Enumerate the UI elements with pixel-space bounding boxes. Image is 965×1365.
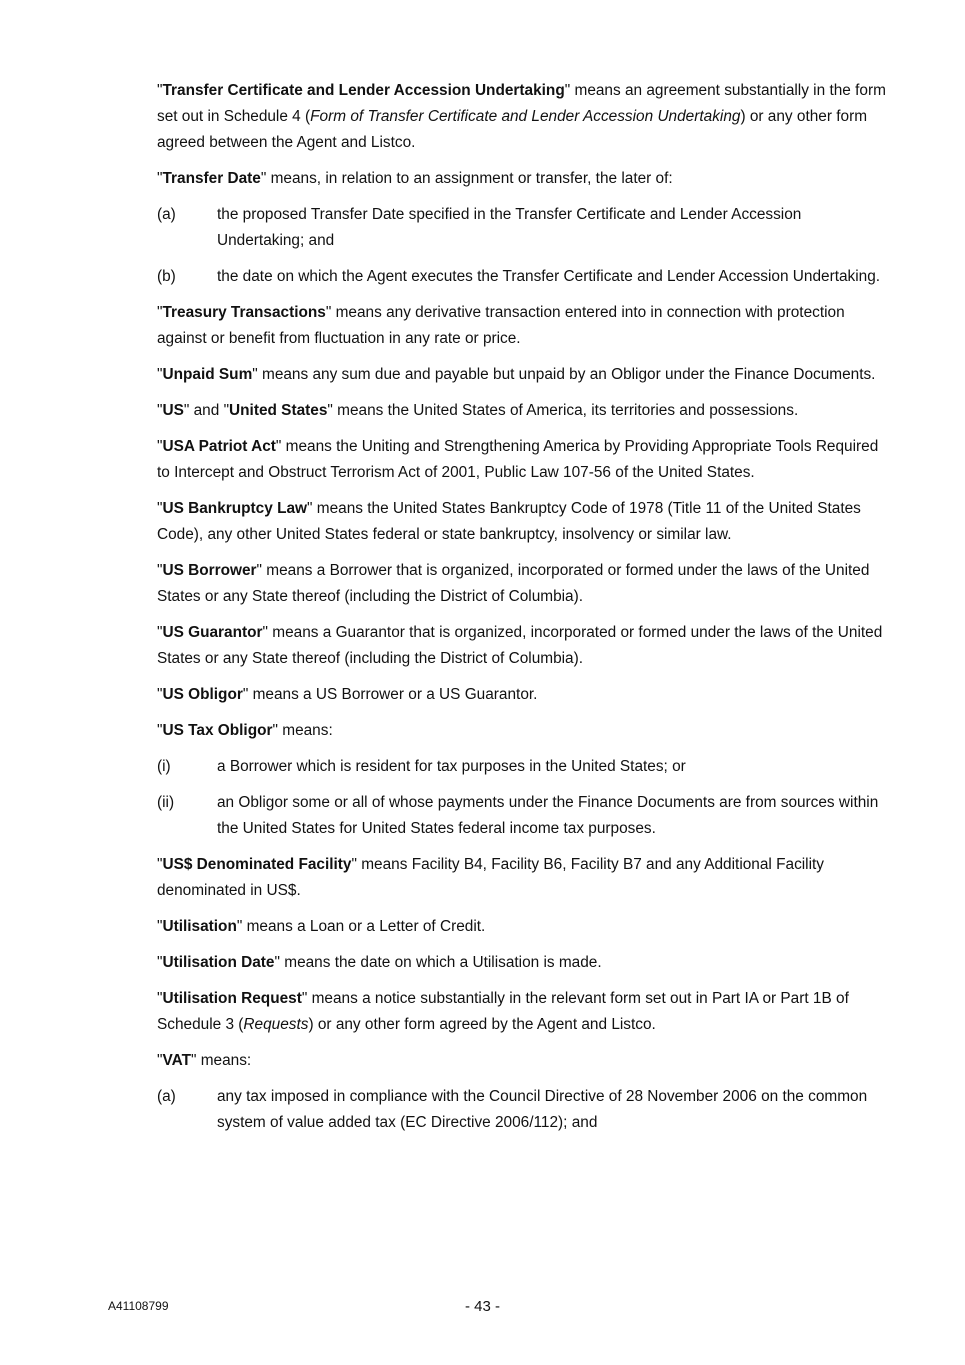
list-item: (i) a Borrower which is resident for tax purposes in the United States; or bbox=[157, 758, 686, 775]
definition-transfer-date: "Transfer Date" means, in relation to an assignment or transfer, the later of: bbox=[157, 170, 673, 187]
definition-us-obligor: "US Obligor" means a US Borrower or a US Guarantor. bbox=[157, 686, 538, 703]
definition-us-guarantor: "US Guarantor" means a Guarantor that is organized, incorporated or formed under the laws of the United States or any State thereof (including the District of Columbia). bbox=[157, 624, 883, 667]
definition-us-bankruptcy-law: "US Bankruptcy Law" means the United States Bankruptcy Code of 1978 (Title 11 of the United States Code), any other United States federal or state bankruptcy, insolvency or similar law. bbox=[157, 500, 861, 543]
document-body bbox=[157, 78, 887, 1146]
definition-vat: "VAT" means: bbox=[157, 1052, 252, 1069]
page-number: - 43 - bbox=[464, 1298, 500, 1315]
definition-treasury-transactions: "Treasury Transactions" means any derivative transaction entered into in connection with protection against or benefit from fluctuation in any rate or price. bbox=[157, 304, 845, 347]
list-item: (ii) an Obligor some or all of whose payments under the Finance Documents are from sources within the United States for United States federal income tax purposes. bbox=[157, 794, 879, 837]
list-item: (b) the date on which the Agent executes the Transfer Certificate and Lender Accession Undertaking. bbox=[157, 268, 881, 285]
definition-us-tax-obligor: "US Tax Obligor" means: bbox=[157, 722, 333, 739]
list-item: (a) any tax imposed in compliance with the Council Directive of 28 November 2006 on the common system of value added tax (EC Directive 2006/112); and bbox=[157, 1088, 868, 1131]
definition-transfer-certificate: "Transfer Certificate and Lender Accession Undertaking" means an agreement substantially in the form set out in Schedule 4 (Form of Transfer Certificate and Lender Accession Undertaking) or any other form agreed between the Agent and Listco. bbox=[157, 82, 886, 151]
definition-utilisation: "Utilisation" means a Loan or a Letter of Credit. bbox=[157, 918, 486, 935]
definition-usa-patriot-act: "USA Patriot Act" means the Uniting and Strengthening America by Providing Appropriate Tools Required to Intercept and Obstruct Terrorism Act of 2001, Public Law 107-56 of the United States. bbox=[157, 438, 879, 481]
definition-us: "US" and "United States" means the United States of America, its territories and possessions. bbox=[157, 402, 799, 419]
definition-utilisation-request: "Utilisation Request" means a notice substantially in the relevant form set out in Part IA or Part 1B of Schedule 3 (Requests) or any other form agreed by the Agent and Listco. bbox=[157, 990, 849, 1033]
definition-us-borrower: "US Borrower" means a Borrower that is organized, incorporated or formed under the laws of the United States or any State thereof (including the District of Columbia). bbox=[157, 562, 870, 605]
list-item: (a) the proposed Transfer Date specified in the Transfer Certificate and Lender Accession Undertaking; and bbox=[157, 206, 802, 249]
definition-utilisation-date: "Utilisation Date" means the date on which a Utilisation is made. bbox=[157, 954, 602, 971]
document-reference: A41108799 bbox=[108, 1299, 169, 1313]
definition-unpaid-sum: "Unpaid Sum" means any sum due and payable but unpaid by an Obligor under the Finance Documents. bbox=[157, 366, 876, 383]
definition-usd-denominated-facility: "US$ Denominated Facility" means Facility B4, Facility B6, Facility B7 and any Additional Facility denominated in US$. bbox=[157, 856, 824, 899]
